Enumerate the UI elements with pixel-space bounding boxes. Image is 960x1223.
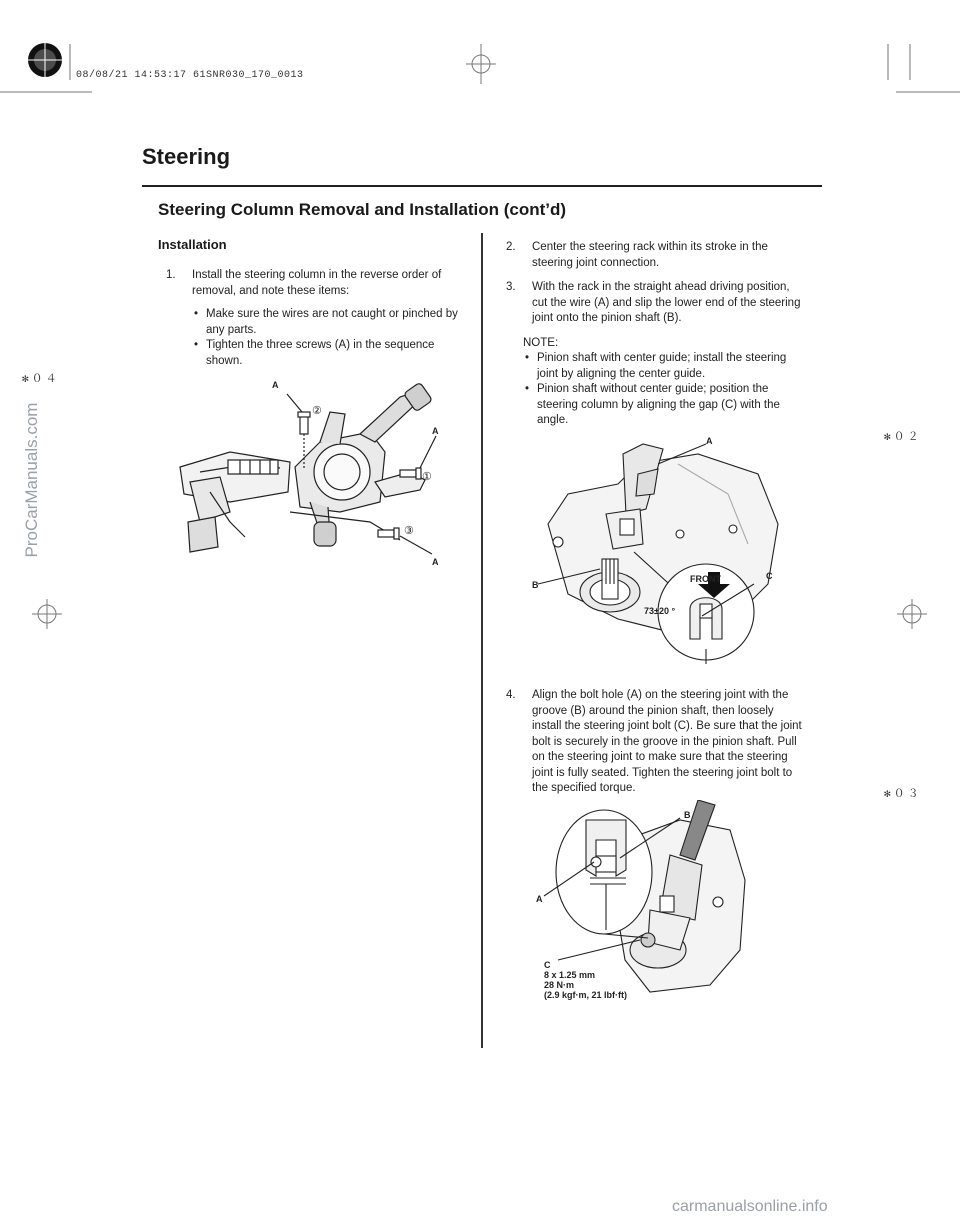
step-text: Center the steering rack within its stroke in the steering joint connection. <box>532 241 768 269</box>
step-1-bullets <box>192 307 466 369</box>
angle-label: 73±20 ° <box>644 606 676 616</box>
title-divider <box>142 185 822 187</box>
bullet-item: • Pinion shaft with center guide; install the steering joint by aligning the center guide. <box>523 351 806 382</box>
step-number: 1. <box>166 269 176 281</box>
steering-column-figure <box>170 372 460 572</box>
sequence-marker: ② <box>312 405 322 417</box>
bolt-torque-spec: 28 N·m <box>544 980 575 990</box>
step-number: 4. <box>506 689 516 701</box>
print-timestamp: 08/08/21 14:53:17 61SNR030_170_0013 <box>76 70 304 81</box>
step-text: Install the steering column in the reverse order of removal, and note these items: <box>192 269 442 297</box>
figure-label: B <box>684 810 691 820</box>
figure-label: A <box>432 426 439 436</box>
margin-code-right-top: ✻０２ <box>884 430 922 443</box>
figure-label: C <box>766 571 773 581</box>
page-title: Steering <box>142 144 231 169</box>
bullet-item: • Make sure the wires are not caught or pinched by any parts. <box>192 307 466 338</box>
joint-bolt-figure <box>530 800 780 1010</box>
note-block <box>506 336 806 429</box>
figure-label: A <box>432 557 439 567</box>
column-divider <box>481 233 483 1048</box>
bullet-item: • Pinion shaft without center guide; position the steering column by aligning the gap (C) with the angle. <box>523 382 806 429</box>
section-title: Steering Column Removal and Installation (cont’d) <box>158 200 567 219</box>
step-number: 3. <box>506 281 516 293</box>
right-column-text-top <box>506 240 806 429</box>
bullet-item: • Tighten the three screws (A) in the sequence shown. <box>192 338 466 369</box>
figure-label: A <box>272 380 279 390</box>
sequence-marker: ③ <box>404 525 414 537</box>
front-label: FRONT <box>690 574 721 584</box>
step-text: With the rack in the straight ahead driving position, cut the wire (A) and slip the lower end of the steering joint onto the pinion shaft (B). <box>532 281 801 324</box>
figure-label: A <box>706 436 713 446</box>
note-label: NOTE: <box>523 336 559 349</box>
figure-label: B <box>532 580 539 590</box>
bolt-size-spec: 8 x 1.25 mm <box>544 970 596 980</box>
margin-code-right-bottom: ✻０３ <box>884 787 922 800</box>
side-watermark: ProCarManuals.com <box>22 402 41 558</box>
note-bullets <box>523 351 806 429</box>
figure-label: C <box>544 960 551 970</box>
step-3 <box>506 280 806 327</box>
margin-code-left: ✻０４ <box>22 372 60 385</box>
bottom-watermark: carmanualsonline.info <box>672 1198 828 1215</box>
step-number: 2. <box>506 241 516 253</box>
pinion-alignment-figure <box>528 434 808 684</box>
step-text: Align the bolt hole (A) on the steering joint with the groove (B) around the pinion shaft, then loosely install the steering joint bolt (C). Be sure that the joint bolt is securely in the groove in the pinion shaft. Pull on the steering joint to make sure that the steering joint is fully seated. Tighten the steering joint bolt to the specified torque. <box>532 689 802 794</box>
right-column-text-bottom <box>506 688 806 797</box>
bolt-torque-alt-spec: (2.9 kgf·m, 21 lbf·ft) <box>544 990 628 1000</box>
left-column-text <box>166 268 466 369</box>
sequence-marker: ① <box>422 471 432 483</box>
step-2 <box>506 240 806 271</box>
step-4 <box>506 688 806 797</box>
installation-heading: Installation <box>158 237 227 252</box>
figure-label: A <box>536 894 543 904</box>
step-1 <box>166 268 466 299</box>
